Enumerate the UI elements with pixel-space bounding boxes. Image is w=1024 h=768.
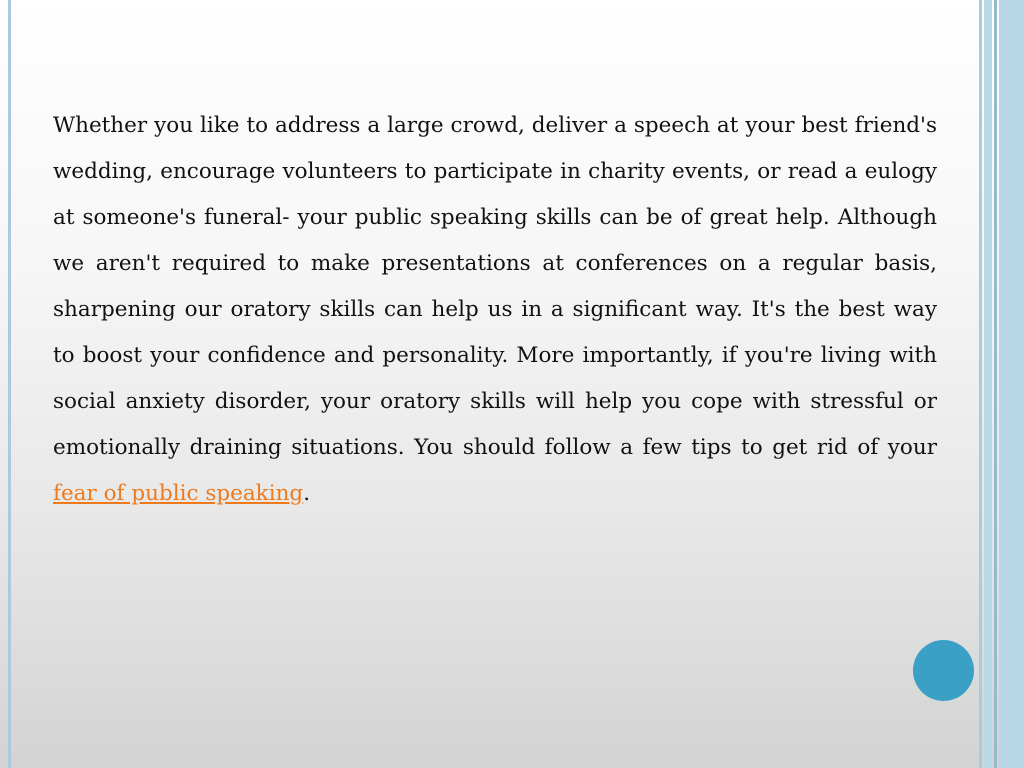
right-border-stripe bbox=[994, 0, 997, 768]
slide-body-paragraph bbox=[53, 103, 937, 517]
right-border-band bbox=[999, 0, 1024, 768]
right-border-stripe bbox=[984, 0, 992, 768]
left-border-rule bbox=[8, 0, 11, 768]
trailing-period: . bbox=[303, 481, 311, 506]
right-border-stripe bbox=[979, 0, 982, 768]
fear-of-public-speaking-link[interactable]: fear of public speaking bbox=[53, 481, 304, 506]
decorative-circle bbox=[913, 640, 974, 701]
body-text: Whether you like to address a large crowd, deliver a speech at your best friend's wedding, encourage volunteers to participate in charity events, or read a eulogy at someone's funeral- your public speaking skills can be of great help. Although we aren't required to make presentations at conferences on a regular basis, sharpening our oratory skills can help us in a significant way. It's the best way to boost your confidence and personality. More importantly, if you're living with social anxiety disorder, your oratory skills will help you cope with stressful or emotionally draining situations. You should follow a few tips to get rid of your bbox=[53, 113, 937, 460]
